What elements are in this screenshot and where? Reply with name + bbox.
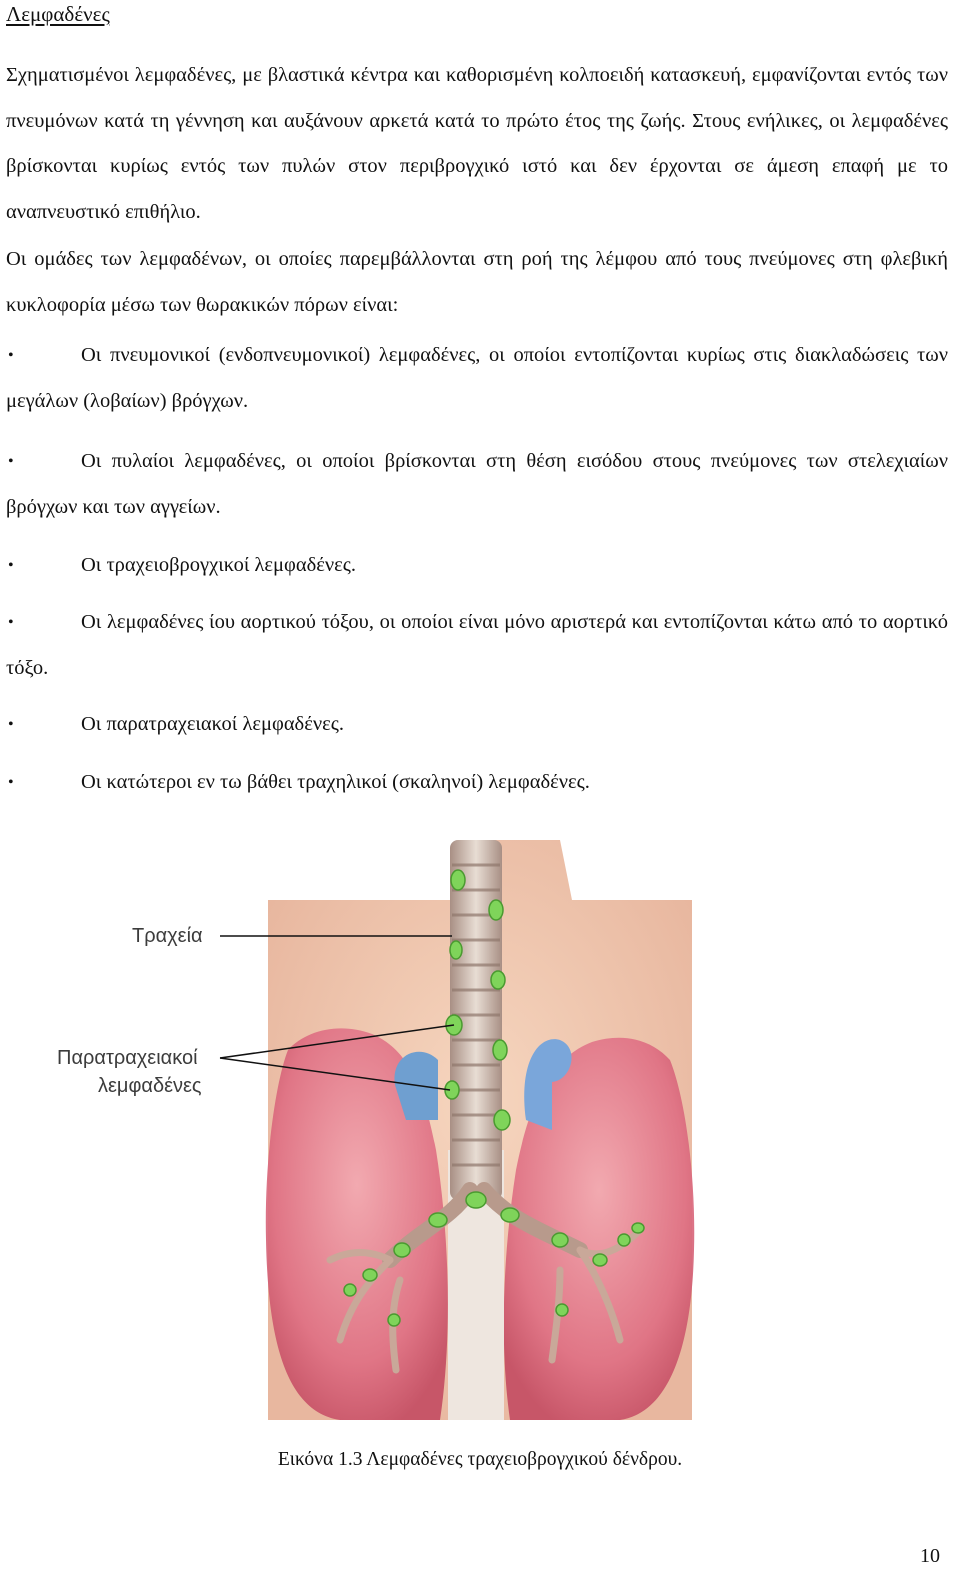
- bullet-icon: •: [8, 347, 14, 364]
- list-item: [6, 702, 948, 748]
- list-item: [6, 760, 948, 806]
- bullet-icon: •: [8, 774, 14, 791]
- label-paratracheal-line1: Παρατραχειακοί: [57, 1047, 198, 1069]
- label-paratracheal-line2: λεμφαδένες: [98, 1075, 202, 1097]
- bullet-icon: •: [8, 557, 14, 574]
- paragraph-1: Σχηματισμένοι λεμφαδένες, με βλαστικά κέντρα και καθορισμένη κολποειδή κατασκευή, εμφανίζονται εντός των πνευμόνων κατά τη γέννηση και αυξάνουν αρκετά κατά το πρώτο έτος της ζωής. Στους ενήλικες, οι λεμφαδένες βρίσκονται κυρίως εντός των πυλών στον περιβρογχικό ιστό και δεν έρχονται σε άμεση επαφή με το αναπνευστικό επιθήλιο.: [6, 64, 948, 223]
- list-item-text: Οι πνευμονικοί (ενδοπνευμονικοί) λεμφαδένες, οι οποίοι εντοπίζονται κυρίως στις διακλαδώσεις των μεγάλων (λοβαίων) βρόγχων.: [6, 344, 948, 412]
- bullet-icon: •: [8, 614, 14, 631]
- list-item-text: Οι παρατραχειακοί λεμφαδένες.: [81, 713, 344, 735]
- list-item-text: Οι τραχειοβρογχικοί λεμφαδένες.: [81, 554, 356, 576]
- list-item-text: Οι λεμφαδένες ίου αορτικού τόξου, οι οποίοι είναι μόνο αριστερά και εντοπίζονται κάτω από το αορτικό τόξο.: [6, 611, 948, 679]
- figure-caption: Εικόνα 1.3 Λεμφαδένες τραχειοβρογχικού δένδρου.: [277, 1449, 683, 1470]
- paragraph-2: Οι ομάδες των λεμφαδένων, οι οποίες παρεμβάλλονται στη ροή της λέμφου από τους πνεύμονες στη φλεβική κυκλοφορία μέσω των θωρακικών πόρων είναι:: [6, 248, 948, 316]
- bullet-icon: •: [8, 453, 14, 470]
- list-item: [6, 600, 948, 691]
- list-item-text: Οι κατώτεροι εν τω βάθει τραχηλικοί (σκαληνοί) λεμφαδένες.: [81, 771, 590, 793]
- list-item: [6, 543, 948, 589]
- section-heading: Λεμφαδένες: [6, 2, 110, 26]
- page-number: 10: [920, 1545, 940, 1567]
- label-trachea: Τραχεία: [132, 925, 203, 947]
- anatomy-illustration: [40, 820, 940, 1430]
- list-item: [6, 333, 948, 424]
- list-item-text: Οι πυλαίοι λεμφαδένες, οι οποίοι βρίσκονται στη θέση εισόδου στους πνεύμονες των στελεχιαίων βρόγχων και των αγγείων.: [6, 450, 948, 518]
- lymph-node-figure: [40, 820, 940, 1430]
- bullet-icon: •: [8, 716, 14, 733]
- list-item: [6, 439, 948, 530]
